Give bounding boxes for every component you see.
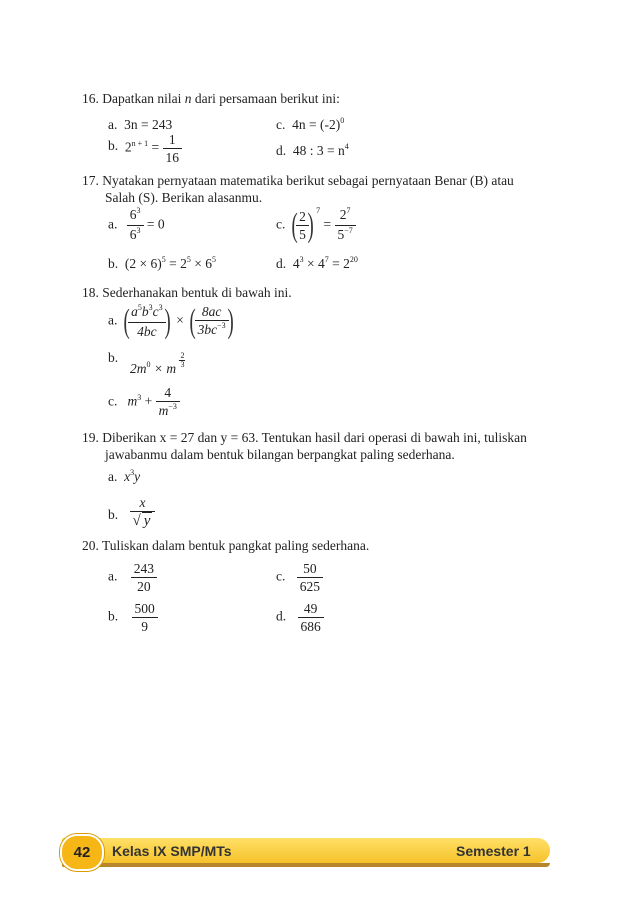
- right-paren: ): [227, 302, 234, 340]
- q20-prompt: [82, 538, 369, 554]
- page-number: 42: [60, 834, 104, 871]
- q16-d: [276, 143, 349, 159]
- fraction: [195, 303, 229, 340]
- q17-prompt-line1: [82, 173, 514, 189]
- fractional-exponent: [179, 352, 185, 369]
- expression: 48 : 3 = n: [292, 143, 345, 158]
- numerator: 4: [156, 384, 180, 402]
- plus-sign: +: [144, 393, 153, 409]
- item-label: b.: [108, 350, 119, 365]
- exponent: −3: [217, 321, 226, 330]
- item-label: a.: [108, 568, 118, 584]
- q20-c: [276, 560, 323, 595]
- numerator: 1: [163, 131, 183, 149]
- fraction: [298, 600, 324, 635]
- prompt-text: Salah (S). Berikan alasanmu.: [105, 190, 263, 205]
- exponent: −7: [344, 226, 353, 235]
- fraction: [127, 206, 144, 245]
- denominator: 625: [299, 579, 320, 594]
- numerator: 243: [131, 560, 157, 578]
- numerator: 500: [132, 600, 158, 618]
- footer-left-text: Kelas IX SMP/MTs: [112, 843, 232, 859]
- q19-prompt-line1: [82, 430, 527, 446]
- base: 6: [129, 207, 137, 222]
- question-number: 17.: [82, 173, 99, 188]
- exponent: 3: [148, 303, 153, 312]
- prompt-variable: n: [184, 91, 192, 106]
- left-paren: (: [123, 302, 130, 340]
- q16-b: [108, 131, 182, 166]
- q20-d: [276, 600, 324, 635]
- denominator: √ y: [132, 513, 151, 529]
- item-label: c.: [276, 216, 286, 232]
- exponent: n + 1: [131, 138, 149, 148]
- item-label: b.: [108, 608, 119, 624]
- expression: = 2: [332, 256, 350, 271]
- fraction: [297, 560, 323, 595]
- q19-prompt-line2: [105, 447, 455, 463]
- question-number: 16.: [82, 91, 99, 106]
- denominator: 686: [300, 619, 321, 634]
- item-label: d.: [276, 256, 287, 271]
- q17-prompt-line2: [105, 190, 262, 206]
- right-paren: ): [307, 206, 314, 244]
- exponent: 4: [344, 142, 349, 151]
- prompt-text: Dapatkan nilai: [102, 91, 182, 106]
- q20-a: [108, 560, 157, 595]
- item-label: c.: [108, 393, 118, 409]
- exponent: 0: [340, 116, 345, 125]
- left-paren: (: [189, 302, 197, 340]
- prompt-text: dari persamaan berikut ini:: [194, 91, 340, 106]
- expression: 4: [292, 256, 300, 271]
- variable: y: [134, 469, 141, 484]
- exponent: 5: [137, 303, 142, 312]
- q19-a: [108, 469, 140, 485]
- exponent: 7: [316, 205, 321, 215]
- q17-a: [108, 206, 165, 245]
- question-number: 19.: [82, 430, 99, 445]
- denominator: 9: [141, 619, 148, 634]
- equals-sign: =: [323, 216, 332, 232]
- q17-b: [108, 256, 216, 272]
- times-sign: ×: [176, 312, 184, 328]
- numerator: [127, 206, 144, 226]
- fraction: [163, 131, 183, 166]
- denominator: 20: [137, 579, 151, 594]
- variable: y: [143, 513, 151, 529]
- variable: x: [124, 469, 131, 484]
- item-label: a.: [108, 469, 118, 484]
- denominator: 5: [299, 227, 306, 242]
- q16-prompt: [82, 91, 340, 107]
- q18-prompt: [82, 285, 292, 301]
- expression: × m: [153, 361, 177, 376]
- expression: 2: [124, 139, 132, 155]
- exponent: 3: [158, 303, 163, 312]
- fraction: [128, 303, 166, 340]
- fraction: [335, 206, 356, 245]
- numerator: 2: [296, 208, 309, 226]
- expression: 3n = 243: [124, 117, 173, 132]
- q16-c: [276, 117, 344, 133]
- q17-c: [276, 206, 356, 245]
- variable: m: [158, 403, 169, 418]
- expression: 2m: [130, 361, 147, 376]
- fraction: [130, 494, 156, 530]
- q20-b: [108, 600, 158, 635]
- item-label: d.: [276, 608, 287, 624]
- right-paren: ): [164, 302, 171, 340]
- question-number: 20.: [82, 538, 99, 553]
- expression: = 2: [169, 256, 187, 271]
- question-number: 18.: [82, 285, 99, 300]
- exponent: 20: [349, 255, 358, 264]
- prompt-text: Tuliskan dalam bentuk pangkat paling sederhana.: [102, 538, 370, 553]
- expression: = 0: [146, 216, 165, 232]
- numerator: 50: [297, 560, 323, 578]
- denominator: [195, 321, 229, 340]
- base: 2: [339, 207, 347, 222]
- item-label: b.: [108, 256, 119, 271]
- term: 3bc: [197, 322, 218, 337]
- term: 8ac: [201, 304, 222, 319]
- expression: × 6: [194, 256, 212, 271]
- footer-right-text: Semester 1: [456, 843, 531, 859]
- left-paren: (: [291, 206, 298, 244]
- numerator: [130, 494, 156, 512]
- item-label: b.: [108, 137, 119, 153]
- term: 4bc: [137, 324, 157, 339]
- numerator: 2: [180, 351, 185, 361]
- prompt-text: jawabanmu dalam bentuk bilangan berpangkat paling sederhana.: [105, 447, 455, 462]
- variable: m: [127, 393, 138, 409]
- exponent: 7: [346, 206, 351, 215]
- exponent: 3: [130, 468, 135, 477]
- numerator: [195, 303, 229, 321]
- item-label: c.: [276, 117, 286, 132]
- item-label: b.: [108, 507, 119, 523]
- q18-c: [108, 384, 180, 421]
- denominator: [335, 226, 356, 245]
- q18-b-expr: [130, 351, 185, 378]
- item-label: a.: [108, 216, 118, 232]
- exponent: 0: [146, 360, 151, 369]
- exponent: 7: [324, 255, 329, 264]
- expression: × 4: [307, 256, 325, 271]
- exponent: 3: [299, 255, 304, 264]
- base: 6: [129, 227, 137, 242]
- item-label: d.: [276, 143, 287, 158]
- denominator: 16: [165, 150, 180, 165]
- fraction: [156, 384, 180, 421]
- q19-b: [108, 494, 155, 530]
- exponent: 5: [186, 255, 191, 264]
- exponent: 5: [211, 255, 216, 264]
- prompt-text: Sederhanakan bentuk di bawah ini.: [102, 285, 292, 300]
- variable: x: [139, 495, 146, 510]
- numerator: [335, 206, 356, 226]
- expression: 4n = (-2): [292, 117, 341, 132]
- q18-b: [108, 350, 118, 366]
- denominator: [156, 402, 180, 421]
- fraction: [132, 600, 158, 635]
- base: 5: [337, 227, 345, 242]
- exponent: 5: [161, 255, 166, 264]
- denominator: 3: [180, 360, 185, 370]
- exponent: 3: [137, 392, 142, 402]
- numerator: 49: [298, 600, 324, 618]
- numerator: [128, 303, 166, 323]
- item-label: a.: [108, 312, 118, 328]
- prompt-text: Diberikan x = 27 dan y = 63. Tentukan hasil dari operasi di bawah ini, tuliskan: [102, 430, 527, 445]
- item-label: c.: [276, 568, 286, 584]
- expression: (2 × 6): [124, 256, 162, 271]
- q17-d: [276, 256, 358, 272]
- fraction: [131, 560, 157, 595]
- variable: b: [141, 304, 149, 319]
- denominator: [127, 226, 144, 245]
- prompt-text: Nyatakan pernyataan matematika berikut sebagai pernyataan Benar (B) atau: [102, 173, 514, 188]
- variable: a: [131, 304, 138, 319]
- item-label: a.: [108, 117, 118, 132]
- variable: c: [152, 304, 159, 319]
- exponent: −3: [168, 402, 177, 411]
- equals-sign: =: [151, 139, 160, 155]
- denominator: [128, 323, 166, 340]
- exponent: 3: [136, 226, 141, 235]
- exponent: 3: [136, 206, 141, 215]
- q18-a: [108, 303, 236, 340]
